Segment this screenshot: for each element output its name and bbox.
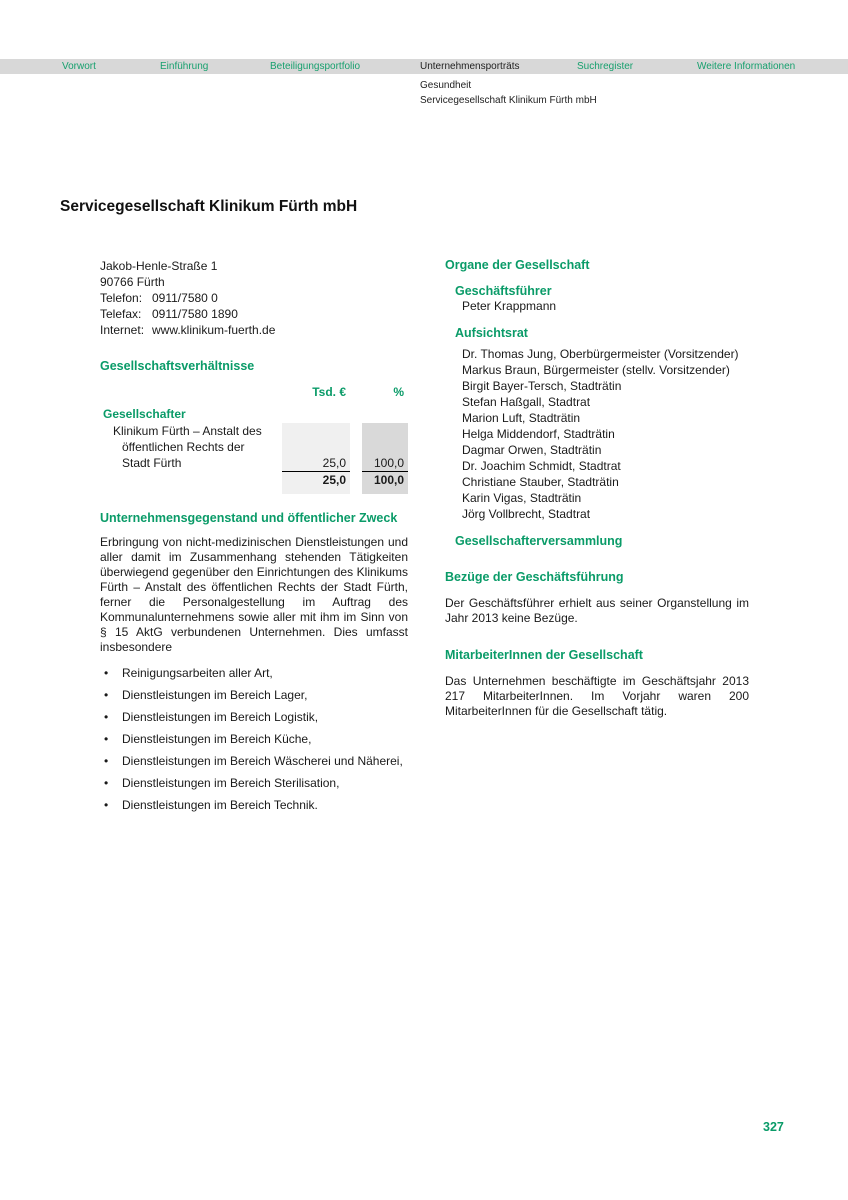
list-item bbox=[100, 798, 408, 812]
breadcrumb-category: Gesundheit bbox=[420, 80, 472, 91]
shareholder-row-values bbox=[100, 455, 408, 472]
organs-heading: Organe der Gesellschaft bbox=[445, 258, 590, 272]
bullet-text: Dienstleistungen im Bereich Logistik, bbox=[122, 710, 319, 724]
bullet-icon: • bbox=[104, 776, 109, 790]
breadcrumb bbox=[420, 78, 597, 108]
remuneration-text: Der Geschäftsführer erhielt aus seiner Organstellung im Jahr 2013 keine Bezüge. bbox=[445, 596, 749, 625]
board-member: Dr. Thomas Jung, Oberbürgermeister (Vorsitzender) bbox=[462, 347, 739, 361]
website-label: Internet: bbox=[100, 323, 145, 337]
address-city: 90766 Fürth bbox=[100, 275, 165, 289]
website-value: www.klinikum-fuerth.de bbox=[152, 323, 276, 337]
page-title: Servicegesellschaft Klinikum Fürth mbH bbox=[60, 198, 358, 215]
bullet-text: Dienstleistungen im Bereich Technik. bbox=[122, 798, 318, 812]
top-navigation-bar bbox=[0, 59, 848, 74]
bullet-text: Dienstleistungen im Bereich Lager, bbox=[122, 688, 308, 702]
ownership-table bbox=[100, 384, 408, 494]
phone-row bbox=[100, 290, 408, 306]
employees-heading: MitarbeiterInnen der Gesellschaft bbox=[445, 648, 643, 662]
shareholder-row-line2 bbox=[100, 439, 408, 455]
nav-item-beteiligungsportfolio[interactable]: Beteiligungsportfolio bbox=[270, 61, 361, 72]
fax-label: Telefax: bbox=[100, 307, 142, 321]
assembly-heading: Gesellschafterversammlung bbox=[455, 534, 623, 548]
phone-label: Telefon: bbox=[100, 291, 143, 305]
right-column bbox=[445, 258, 749, 719]
purpose-heading: Unternehmensgegenstand und öffentlicher Zweck bbox=[100, 511, 398, 525]
ceo-heading: Geschäftsführer bbox=[455, 284, 552, 298]
phone-value: 0911/7580 0 bbox=[152, 291, 218, 305]
board-member: Jörg Vollbrecht, Stadtrat bbox=[462, 507, 591, 521]
board-member: Stefan Haßgall, Stadtrat bbox=[462, 395, 591, 409]
board-member: Helga Middendorf, Stadträtin bbox=[462, 427, 615, 441]
ownership-col-header-percent: % bbox=[393, 385, 404, 399]
website-row bbox=[100, 322, 408, 338]
list-item bbox=[100, 666, 408, 680]
bullet-text: Dienstleistungen im Bereich Küche, bbox=[122, 732, 312, 746]
board-member: Dagmar Orwen, Stadträtin bbox=[462, 443, 602, 457]
list-item bbox=[100, 776, 408, 790]
bullet-icon: • bbox=[104, 688, 109, 702]
list-item bbox=[100, 688, 408, 702]
shareholder-name-line2: öffentlichen Rechts der bbox=[122, 440, 245, 454]
board-member: Markus Braun, Bürgermeister (stellv. Vorsitzender) bbox=[462, 363, 730, 377]
nav-item-einfuehrung[interactable]: Einführung bbox=[160, 61, 209, 72]
purpose-text: Erbringung von nicht-medizinischen Dienstleistungen und aller damit im Zusammenhang stehenden Tätigkeiten überwiegend gegenüber den Einrichtungen des Klinikums Fürth – Anstalt des öffentlichen Rechts der Stadt Fürth, ferner die Personalgestellung im Auftrag des Kommunalunternehmens sowie aller mit ihm im Sinn von § 15 AktG verbundenen Unternehmen. Dies umfasst insbesondere bbox=[100, 535, 408, 654]
board-member-list bbox=[462, 346, 749, 522]
ownership-table-body bbox=[100, 423, 408, 494]
address-street: Jakob-Henle-Straße 1 bbox=[100, 259, 218, 273]
board-member: Karin Vigas, Stadträtin bbox=[462, 491, 582, 505]
fax-row bbox=[100, 306, 408, 322]
nav-item-unternehmensportraets[interactable]: Unternehmensporträts bbox=[420, 61, 520, 72]
employees-text: Das Unternehmen beschäftigte im Geschäftsjahr 2013 217 MitarbeiterInnen. Im Vorjahr waren 200 MitarbeiterInnen für die Gesellschaft tätig. bbox=[445, 674, 749, 718]
remuneration-heading: Bezüge der Geschäftsführung bbox=[445, 570, 624, 584]
left-column bbox=[100, 258, 408, 820]
ownership-col-header-tsd: Tsd. € bbox=[312, 385, 346, 399]
fax-value: 0911/7580 1890 bbox=[152, 307, 238, 321]
total-value-percent: 100,0 bbox=[362, 472, 408, 488]
total-value-tsd: 25,0 bbox=[282, 472, 350, 488]
ownership-group-label: Gesellschafter bbox=[103, 407, 186, 421]
bullet-icon: • bbox=[104, 666, 109, 680]
list-item bbox=[100, 754, 408, 768]
bullet-icon: • bbox=[104, 754, 109, 768]
shareholder-value-percent: 100,0 bbox=[362, 455, 408, 472]
shareholder-name-line3: Stadt Fürth bbox=[122, 456, 182, 470]
breadcrumb-company: Servicegesellschaft Klinikum Fürth mbH bbox=[420, 95, 597, 106]
ceo-name: Peter Krappmann bbox=[462, 299, 557, 313]
nav-item-suchregister[interactable]: Suchregister bbox=[577, 61, 634, 72]
board-member: Marion Luft, Stadträtin bbox=[462, 411, 581, 425]
list-item bbox=[100, 710, 408, 724]
board-member: Dr. Joachim Schmidt, Stadtrat bbox=[462, 459, 621, 473]
contact-block bbox=[100, 258, 408, 338]
shareholder-row-line1 bbox=[100, 423, 408, 439]
page-number: 327 bbox=[763, 1120, 784, 1134]
bullet-icon: • bbox=[104, 710, 109, 724]
ownership-table-header-row bbox=[100, 384, 408, 400]
purpose-bullet-list bbox=[100, 666, 408, 812]
bullet-text: Dienstleistungen im Bereich Sterilisation, bbox=[122, 776, 340, 790]
list-item bbox=[100, 732, 408, 746]
bullet-icon: • bbox=[104, 732, 109, 746]
bullet-icon: • bbox=[104, 798, 109, 812]
shareholder-name-line1: Klinikum Fürth – Anstalt des bbox=[113, 424, 262, 438]
nav-item-weitere-informationen[interactable]: Weitere Informationen bbox=[697, 61, 796, 72]
bullet-text: Reinigungsarbeiten aller Art, bbox=[122, 666, 273, 680]
bullet-text: Dienstleistungen im Bereich Wäscherei und Näherei, bbox=[122, 754, 403, 768]
board-member: Birgit Bayer-Tersch, Stadträtin bbox=[462, 379, 622, 393]
board-member: Christiane Stauber, Stadträtin bbox=[462, 475, 619, 489]
ownership-total-row bbox=[100, 472, 408, 488]
nav-item-vorwort[interactable]: Vorwort bbox=[62, 61, 96, 72]
board-heading: Aufsichtsrat bbox=[455, 326, 528, 340]
ownership-heading: Gesellschaftsverhältnisse bbox=[100, 359, 255, 373]
shareholder-value-tsd: 25,0 bbox=[282, 455, 350, 472]
ownership-table-padding bbox=[100, 488, 408, 494]
